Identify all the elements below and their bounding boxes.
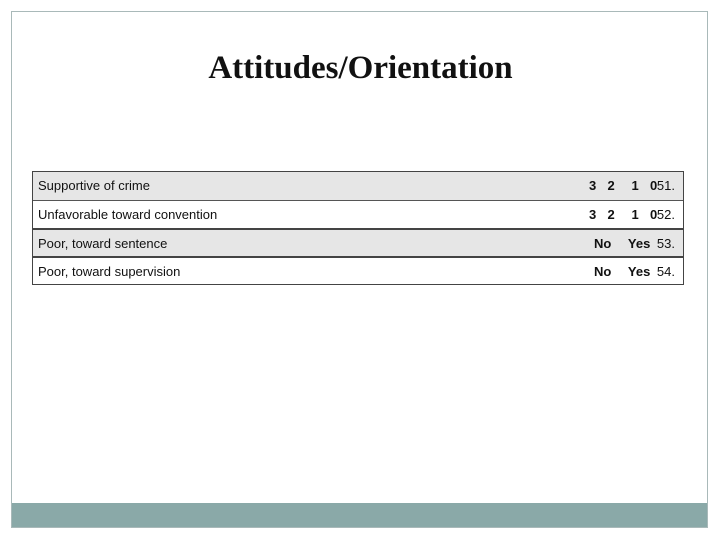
item-scores: No Yes: [594, 236, 651, 251]
footer-band: [12, 503, 707, 527]
table-row: [33, 256, 683, 284]
slide-title: Attitudes/Orientation: [208, 50, 513, 86]
slide: [11, 11, 708, 528]
table-row: [33, 200, 683, 228]
item-label: Poor, toward sentence: [38, 236, 168, 251]
item-number: 54.: [656, 264, 675, 279]
item-number: 51.: [656, 178, 675, 193]
item-scores: No Yes: [594, 264, 651, 279]
item-number: 52.: [656, 207, 675, 222]
table-row: [33, 172, 683, 200]
item-scores: 3 2 1 0: [589, 178, 658, 193]
assessment-table: [32, 171, 684, 285]
item-label: Poor, toward supervision: [38, 264, 181, 279]
item-scores: 3 2 1 0: [589, 207, 658, 222]
item-label: Unfavorable toward convention: [38, 207, 218, 222]
item-label: Supportive of crime: [38, 178, 150, 193]
table-row: [33, 228, 683, 256]
item-number: 53.: [656, 236, 675, 251]
